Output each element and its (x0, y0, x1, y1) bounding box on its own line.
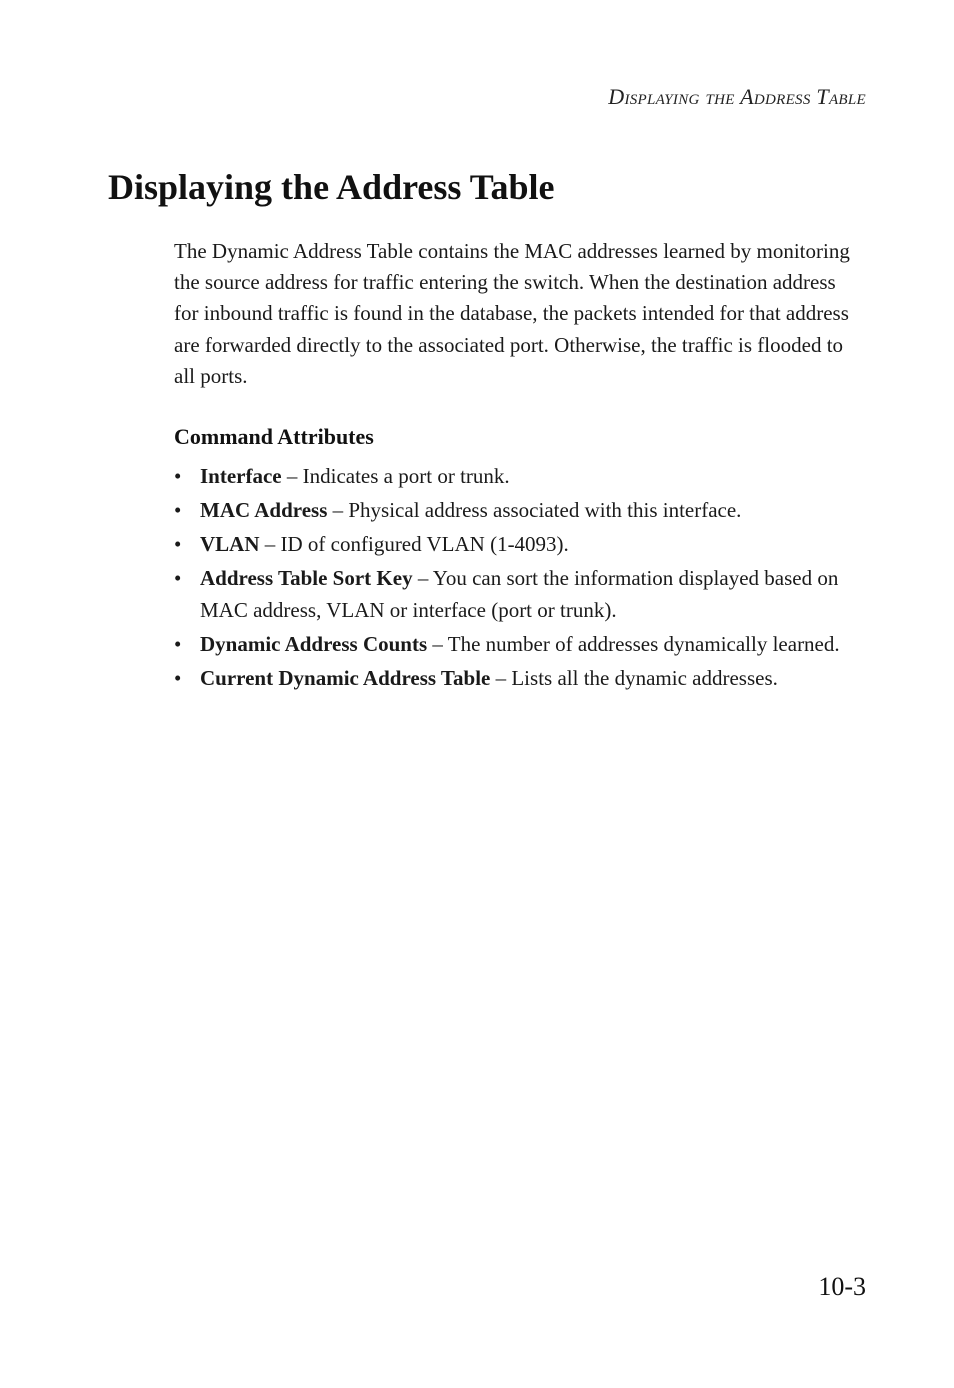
attribute-term: MAC Address (200, 498, 328, 522)
attribute-description: – Lists all the dynamic addresses. (490, 666, 778, 690)
bullet: • (174, 666, 182, 690)
attribute-list (174, 460, 864, 696)
attribute-description: – You can sort the information displayed based on MAC address, VLAN or interface (port or trunk). (200, 566, 839, 622)
attribute-term: Address Table Sort Key (200, 566, 413, 590)
section-heading: Command Attributes (174, 424, 374, 449)
list-item (174, 562, 864, 626)
list-item (174, 662, 864, 694)
bullet: • (174, 566, 182, 590)
intro-paragraph: The Dynamic Address Table contains the MAC addresses learned by monitoring the source address for traffic entering the switch. When the destination address for inbound traffic is found in the database, the packets intended for that address are forwarded directly to the associated port. Otherwise, the traffic is flooded to all ports. (174, 239, 850, 388)
list-item (174, 460, 864, 492)
bullet: • (174, 632, 182, 656)
attribute-term: VLAN (200, 532, 260, 556)
page-title: Displaying the Address Table (108, 167, 555, 207)
attribute-description: – The number of addresses dynamically learned. (427, 632, 840, 656)
bullet: • (174, 498, 182, 522)
list-item (174, 628, 864, 660)
list-item (174, 528, 864, 560)
attribute-description: – Physical address associated with this interface. (327, 498, 742, 522)
attribute-term: Dynamic Address Counts (200, 632, 428, 656)
page-number: 10-3 (818, 1272, 866, 1301)
list-item (174, 494, 864, 526)
attribute-description: – ID of configured VLAN (1-4093). (259, 532, 569, 556)
running-header: Displaying the Address Table (608, 84, 866, 109)
bullet: • (174, 532, 182, 556)
bullet: • (174, 464, 182, 488)
attribute-term: Interface (200, 464, 282, 488)
attribute-description: – Indicates a port or trunk. (281, 464, 510, 488)
attribute-term: Current Dynamic Address Table (200, 666, 491, 690)
